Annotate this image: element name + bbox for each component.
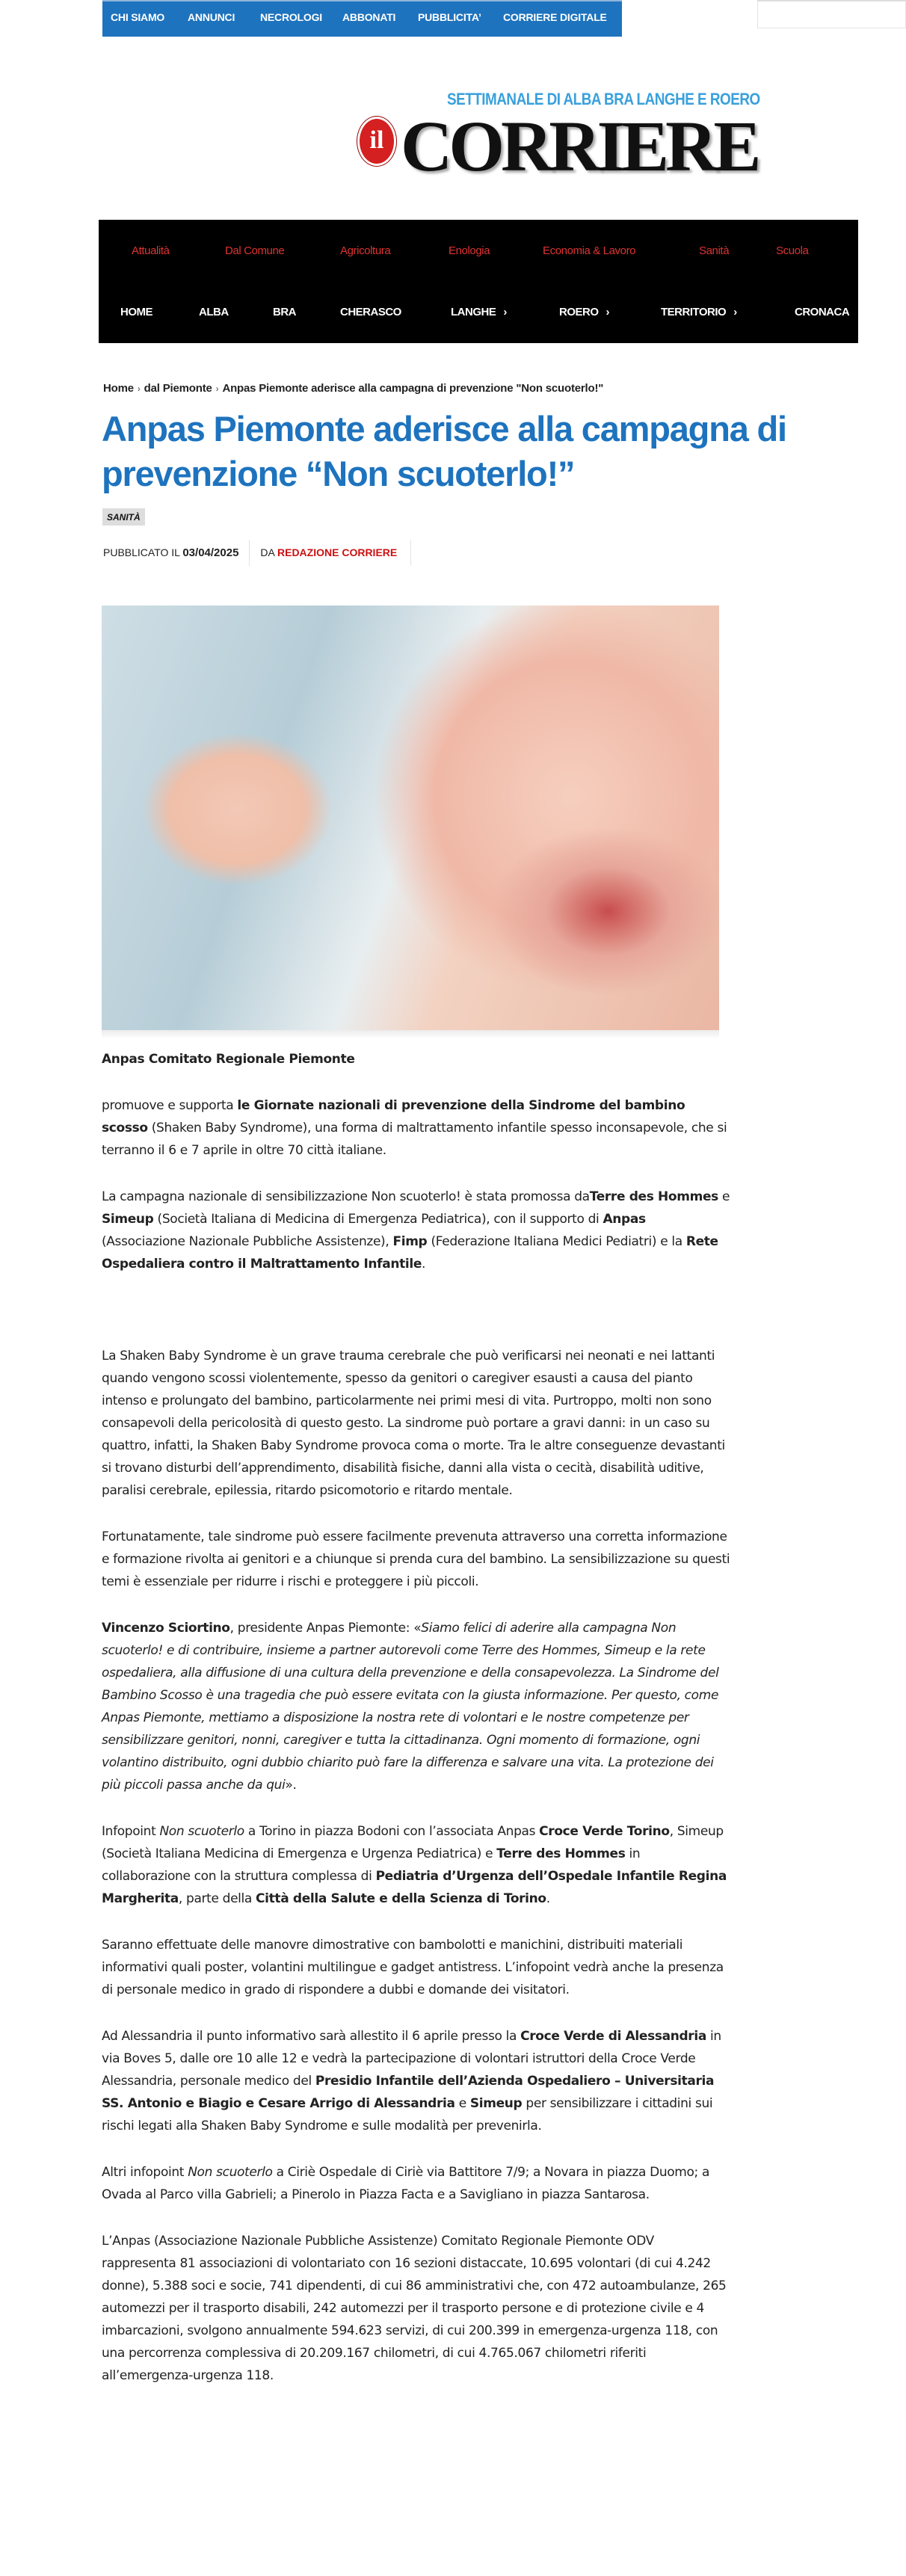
bold-text: Vincenzo Sciortino: [102, 1621, 230, 1636]
text: , presidente Anpas Piemonte: «: [229, 1621, 422, 1636]
author-link[interactable]: REDAZIONE CORRIERE: [277, 546, 398, 558]
italic-text: Non scuoterlo: [159, 1824, 244, 1839]
nav-alba[interactable]: ALBA: [199, 306, 229, 318]
nav-category-scuola[interactable]: Scuola: [776, 244, 809, 257]
nav-territorio-label: TERRITORIO: [661, 306, 727, 318]
article-paragraph: [102, 1094, 731, 1162]
nav-category-economia-lavoro[interactable]: Economia & Lavoro: [543, 244, 636, 257]
text: a Torino in piazza Bodoni con l’associata Anpas: [244, 1824, 540, 1839]
bold-text: Rete Ospedaliera contro il Maltrattamento Infantile: [102, 1234, 718, 1272]
nav-bra[interactable]: BRA: [273, 306, 296, 318]
article-paragraph: [102, 1526, 731, 1593]
article-header: [102, 407, 894, 565]
text: (Federazione Italiana Medici Pediatri) e la: [427, 1234, 686, 1249]
header-side-box: [757, 0, 906, 28]
breadcrumb-home[interactable]: Home: [103, 382, 134, 395]
top-link-abbonati[interactable]: ABBONATI: [342, 11, 396, 23]
bold-text: Terre des Hommes: [496, 1846, 626, 1861]
published-label: PUBBLICATO IL: [103, 546, 180, 558]
article-image: [102, 606, 719, 1030]
text: ».: [285, 1778, 297, 1793]
text: .: [546, 1891, 550, 1906]
text: a Ciriè Ospedale di Ciriè via Battitore 7/9; a Novara in piazza Duomo; a Ovada al Parco villa Gabrieli; a Pinerolo in Piazza Facta e a Savigliano in piazza Santarosa.: [102, 2165, 710, 2202]
nav-category-enologia[interactable]: Enologia: [449, 244, 490, 257]
bold-text: Città della Salute e della Scienza di Torino: [256, 1891, 546, 1906]
bold-text: Simeup: [469, 2096, 523, 2111]
bold-text: Fimp: [392, 1234, 428, 1249]
nav-langhe[interactable]: [451, 306, 507, 318]
author-info: [250, 540, 411, 565]
article-paragraph: [102, 2025, 731, 2137]
text: La Shaken Baby Syndrome è un grave trauma cerebrale che può verificarsi nei neonati e nei lattanti quando vengono scossi violentemente, spesso da genitori o caregiver esausti a causa del pianto intenso e prolungato del bambino, particolarmente nei primi mesi di vita. Purtroppo, molti non sono consapevoli della pericolosità di questo gesto. La sindrome può portare a gravi danni: in un caso su quattro, infatti, la Shaken Baby Syndrome provoca coma o morte. Tra le altre conseguenze devastanti si trovano disturbi dell’apprendimento, disabilità fisiche, danni alla vista o cecità, disabilità uditive, paralisi cerebrale, epilessia, ritardo psicomotorio e ritardo mentale.: [102, 1349, 725, 1498]
bold-text: Anpas: [603, 1212, 646, 1227]
bold-text: Simeup: [102, 1212, 154, 1227]
article-paragraph: [102, 1345, 731, 1502]
article-paragraph: [102, 1617, 731, 1796]
text: , Simeup (Società Italiana Medicina di Emergenza e Urgenza Pediatrica) e: [102, 1824, 724, 1861]
bold-text: Pediatria d’Urgenza dell’Ospedale Infantile Regina Margherita: [102, 1869, 727, 1906]
text: Ad Alessandria il punto informativo sarà allestito il 6 aprile presso la: [102, 2029, 521, 2044]
breadcrumb: [103, 382, 603, 395]
text: per sensibilizzare i cittadini sui rischi legati alla Shaken Baby Syndrome e sulle modalità per prevenirla.: [102, 2096, 713, 2133]
bold-text: Anpas Comitato Regionale Piemonte: [102, 1052, 355, 1067]
nav-territorio[interactable]: [661, 306, 737, 318]
nav-cronaca[interactable]: CRONACA: [795, 306, 850, 318]
bold-text: Presidio Infantile dell’Azienda Ospedaliero – Universitaria SS. Antonio e Biagio e Cesare Arrigo di Alessandria: [102, 2074, 715, 2111]
top-links-bar: [102, 0, 622, 37]
article-paragraph: [102, 2230, 731, 2387]
text: (Società Italiana di Medicina di Emergenza Pediatrica), con il supporto di: [153, 1212, 603, 1227]
breadcrumb-section[interactable]: dal Piemonte: [144, 382, 212, 395]
text: L’Anpas (Associazione Nazionale Pubbliche Assistenze) Comitato Regionale Piemonte ODV rappresenta 81 associazioni di volontariato con 16 sezioni distaccate, 10.695 volontari (di cui 4.242 donne), 5.388 soci e socie, 741 dipendenti, di cui 86 amministrativi che, con 472 autoambulanze, 265 automezzi per il trasporto disabili, 242 automezzi per il trasporto persone e di protezione civile e 4 imbarcazioni, svolgono annualmente 594.623 servizi, di cui 200.399 in emergenza-urgenza 118, con una percorrenza complessiva di 20.209.167 chilometri, di cui 4.765.067 chilometri riferiti all’emergenza-urgenza 118.: [102, 2234, 727, 2383]
nav-home[interactable]: HOME: [120, 306, 152, 318]
breadcrumb-current: Anpas Piemonte aderisce alla campagna di prevenzione "Non scuoterlo!": [222, 382, 604, 395]
breadcrumb-separator-icon: ›: [215, 383, 219, 394]
text: La campagna nazionale di sensibilizzazione Non scuoterlo! è stata promossa da: [102, 1189, 590, 1204]
nav-category-dal-comune[interactable]: Dal Comune: [225, 244, 285, 257]
text: in collaborazione con la struttura complessa di: [102, 1846, 641, 1884]
logo-name: CORRIERE: [401, 106, 758, 186]
text: , parte della: [178, 1891, 256, 1906]
nav-category-agricoltura[interactable]: Agricoltura: [340, 244, 391, 257]
category-badge[interactable]: SANITÀ: [102, 508, 145, 526]
page-title: Anpas Piemonte aderisce alla campagna di prevenzione “Non scuoterlo!”: [102, 409, 786, 493]
text: e: [454, 2096, 470, 2111]
author-label: DA: [260, 546, 275, 558]
publish-info: [103, 540, 250, 566]
bold-text: Croce Verde Torino: [539, 1824, 670, 1839]
article-paragraph: [102, 1186, 731, 1275]
logo-il-badge: il: [357, 117, 396, 166]
text: .: [422, 1257, 426, 1272]
text: (Associazione Nazionale Pubbliche Assistenze),: [102, 1234, 393, 1249]
chevron-right-icon: ›: [503, 306, 507, 318]
bold-text: Terre des Hommes: [589, 1189, 718, 1204]
text: Altri infopoint: [102, 2165, 188, 2180]
italic-text: Siamo felici di aderire alla campagna Non scuoterlo! e di contribuire, insieme a partner autorevoli come Terre des Hommes, Simeup e la rete ospedaliera, alla diffusione di una cultura della prevenzione e della consapevolezza. La Sindrome del Bambino Scosso è una tragedia che può essere evitata con la giusta informazione. Per questo, come Anpas Piemonte, mettiamo a disposizione la nostra rete di volontari e le nostre competenze per sensibilizzare genitori, nonni, caregiver e tutta la cittadinanza. Ogni momento di formazione, ogni volantino distribuito, ogni dubbio chiarito può fare la differenza e salvare una vita. La protezione dei più piccoli passa anche da qui: [102, 1621, 719, 1793]
text: Infopoint: [102, 1824, 160, 1839]
text: e: [718, 1189, 730, 1204]
logo-tagline: SETTIMANALE DI ALBA BRA LANGHE E ROERO: [447, 90, 760, 108]
bold-text: Croce Verde di Alessandria: [520, 2029, 706, 2044]
text: promuove e supporta: [102, 1098, 238, 1113]
nav-cherasco[interactable]: CHERASCO: [340, 306, 401, 318]
article-paragraph: [102, 1934, 731, 2001]
image-caption-divider: [102, 1030, 719, 1039]
top-link-corriere-digitale[interactable]: CORRIERE DIGITALE: [503, 11, 607, 23]
nav-roero-label: ROERO: [559, 306, 599, 318]
article-body: [102, 1048, 731, 2411]
top-link-chi-siamo[interactable]: CHI SIAMO: [111, 11, 165, 23]
text: (Shaken Baby Syndrome), una forma di maltrattamento infantile spesso inconsapevole, che si terranno il 6 e 7 aprile in oltre 70 città italiane.: [102, 1121, 727, 1158]
nav-category-attualita[interactable]: Attualità: [132, 244, 170, 257]
main-navigation: [99, 220, 858, 343]
article-paragraph: [102, 2161, 731, 2206]
top-link-annunci[interactable]: ANNUNCI: [188, 11, 235, 23]
italic-text: Non scuoterlo: [188, 2165, 273, 2180]
nav-category-sanita[interactable]: Sanità: [699, 244, 730, 257]
text: in via Boves 5, dalle ore 10 alle 12 e vedrà la partecipazione di volontari istruttori della Croce Verde Alessandria, personale medico del: [102, 2029, 721, 2089]
top-link-necrologi[interactable]: NECROLOGI: [260, 11, 322, 23]
bold-text: le Giornate nazionali di prevenzione della Sindrome del bambino scosso: [102, 1098, 685, 1136]
site-logo[interactable]: [357, 88, 791, 186]
published-date: 03/04/2025: [182, 546, 239, 559]
text: Fortunatamente, tale sindrome può essere facilmente prevenuta attraverso una corretta informazione e formazione rivolta ai genitori e a chiunque si prenda cura del bambino. La sensibilizzazione su questi temi è essenziale per ridurre i rischi e proteggere i più piccoli.: [102, 1529, 730, 1589]
breadcrumb-separator-icon: ›: [137, 383, 141, 394]
text: Saranno effettuate delle manovre dimostrative con bambolotti e manichini, distribuiti materiali informativi quali poster, volantini multilingue e gadget antistress. L’infopoint vedrà anche la presenza di personale medico in grado di rispondere a dubbi e domande dei visitatori.: [102, 1938, 724, 1997]
article-paragraph: [102, 1820, 731, 1910]
nav-roero[interactable]: [559, 306, 609, 318]
top-link-pubblicita[interactable]: PUBBLICITA’: [418, 11, 481, 23]
chevron-right-icon: ›: [605, 306, 610, 318]
article-meta: [103, 540, 894, 565]
chevron-right-icon: ›: [733, 306, 737, 318]
nav-langhe-label: LANGHE: [451, 306, 496, 318]
article-lead-source: [102, 1048, 731, 1070]
